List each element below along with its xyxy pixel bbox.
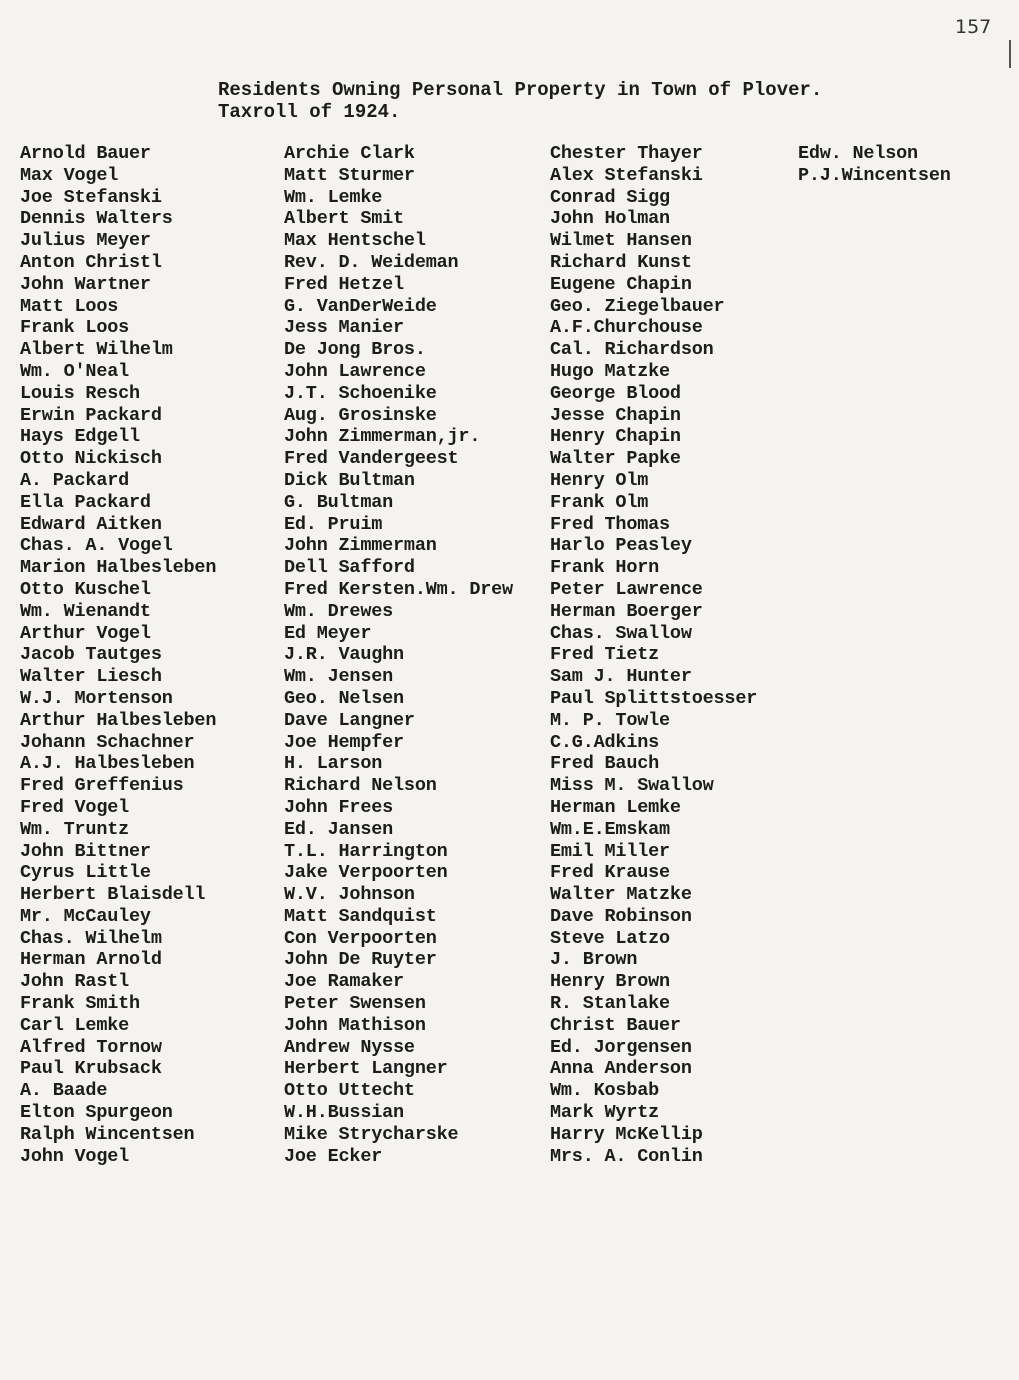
resident-name: Geo. Nelsen <box>284 687 404 709</box>
resident-name: John Vogel <box>20 1145 130 1167</box>
resident-name: Harlo Peasley <box>550 535 692 557</box>
resident-name: G. Bultman <box>284 491 394 513</box>
name-column-4 <box>798 143 951 187</box>
resident-name: Arthur Halbesleben <box>20 709 217 731</box>
resident-name: Miss M. Swallow <box>550 775 714 797</box>
resident-name: Alex Stefanski <box>550 164 703 186</box>
resident-name: Henry Chapin <box>550 426 681 448</box>
resident-name: Mike Strycharske <box>284 1123 459 1145</box>
resident-name: Max Hentschel <box>284 230 426 252</box>
resident-name: Fred Thomas <box>550 513 670 535</box>
resident-name: Wilmet Hansen <box>550 230 692 252</box>
resident-name: Max Vogel <box>20 164 119 186</box>
resident-name: Geo. Ziegelbauer <box>550 295 725 317</box>
resident-name: John Wartner <box>20 273 151 295</box>
resident-name: Herbert Langner <box>284 1058 448 1080</box>
resident-name: Andrew Nysse <box>284 1036 415 1058</box>
resident-name: Peter Lawrence <box>550 578 703 600</box>
resident-name: Wm. Jensen <box>284 666 394 688</box>
resident-name: J.R. Vaughn <box>284 644 404 666</box>
resident-name: John Lawrence <box>284 360 426 382</box>
resident-name: Dennis Walters <box>20 208 173 230</box>
resident-name: Frank Horn <box>550 557 660 579</box>
resident-name: Mark Wyrtz <box>550 1102 660 1124</box>
resident-name: Christ Bauer <box>550 1014 681 1036</box>
resident-name: Sam J. Hunter <box>550 666 692 688</box>
resident-name: Anna Anderson <box>550 1058 692 1080</box>
resident-name: J. Brown <box>550 949 638 971</box>
resident-name: Mr. McCauley <box>20 905 151 927</box>
resident-name: Ed Meyer <box>284 622 372 644</box>
resident-name: Walter Papke <box>550 448 681 470</box>
resident-name: Jacob Tautges <box>20 644 162 666</box>
resident-name: John Holman <box>550 208 670 230</box>
resident-name: A.F.Churchouse <box>550 317 703 339</box>
resident-name: Louis Resch <box>20 382 140 404</box>
name-column-1 <box>20 143 216 1167</box>
resident-name: Frank Olm <box>550 491 649 513</box>
resident-name: Emil Miller <box>550 840 670 862</box>
resident-name: Albert Smit <box>284 208 404 230</box>
name-column-2 <box>284 143 513 1167</box>
resident-name: Wm. Lemke <box>284 186 383 208</box>
resident-name: Fred Krause <box>550 862 670 884</box>
page-number: 157 <box>955 16 992 38</box>
resident-name: George Blood <box>550 382 681 404</box>
resident-name: Aug. Grosinske <box>284 404 437 426</box>
resident-name: Matt Sandquist <box>284 905 437 927</box>
resident-name: R. Stanlake <box>550 993 670 1015</box>
resident-name: Fred Vandergeest <box>284 448 459 470</box>
resident-name: A. Baade <box>20 1080 108 1102</box>
resident-name: Jess Manier <box>284 317 404 339</box>
resident-name: Herman Boerger <box>550 600 703 622</box>
resident-name: Otto Nickisch <box>20 448 162 470</box>
resident-name: Eugene Chapin <box>550 273 692 295</box>
resident-name: Rev. D. Weideman <box>284 251 459 273</box>
resident-name: C.G.Adkins <box>550 731 660 753</box>
resident-name: Fred Tietz <box>550 644 660 666</box>
resident-name: H. Larson <box>284 753 383 775</box>
resident-name: Alfred Tornow <box>20 1036 162 1058</box>
title-line-2: Taxroll of 1924. <box>218 101 401 123</box>
resident-name: Hugo Matzke <box>550 360 670 382</box>
resident-name: John Mathison <box>284 1014 426 1036</box>
resident-name: Cal. Richardson <box>550 339 714 361</box>
resident-name: John Rastl <box>20 971 130 993</box>
resident-name: Peter Swensen <box>284 993 426 1015</box>
resident-name: Paul Splittstoesser <box>550 687 758 709</box>
resident-name: P.J.Wincentsen <box>798 164 951 186</box>
resident-name: Ralph Wincentsen <box>20 1123 195 1145</box>
resident-name: John Zimmerman <box>284 535 437 557</box>
resident-name: De Jong Bros. <box>284 339 426 361</box>
resident-name: Wm. O'Neal <box>20 360 130 382</box>
resident-name: Marion Halbesleben <box>20 557 217 579</box>
resident-name: Herman Lemke <box>550 796 681 818</box>
resident-name: Herman Arnold <box>20 949 162 971</box>
resident-name: A. Packard <box>20 469 130 491</box>
resident-name: Otto Uttecht <box>284 1080 415 1102</box>
resident-name: Henry Brown <box>550 971 670 993</box>
resident-name: Walter Matzke <box>550 884 692 906</box>
resident-name: Con Verpoorten <box>284 927 437 949</box>
resident-name: Harry McKellip <box>550 1123 703 1145</box>
resident-name: Edward Aitken <box>20 513 162 535</box>
resident-name: Dave Langner <box>284 709 415 731</box>
resident-name: Wm. Truntz <box>20 818 130 840</box>
resident-name: Ed. Jansen <box>284 818 394 840</box>
resident-name: Chas. Wilhelm <box>20 927 162 949</box>
resident-name: Chas. A. Vogel <box>20 535 173 557</box>
resident-name: W.V. Johnson <box>284 884 415 906</box>
resident-name: Otto Kuschel <box>20 578 151 600</box>
resident-name: Steve Latzo <box>550 927 670 949</box>
resident-name: Elton Spurgeon <box>20 1102 173 1124</box>
resident-name: Fred Hetzel <box>284 273 404 295</box>
resident-name: Arthur Vogel <box>20 622 151 644</box>
resident-name: Wm. Kosbab <box>550 1080 660 1102</box>
resident-name: John Bittner <box>20 840 151 862</box>
resident-name: Chas. Swallow <box>550 622 692 644</box>
resident-name: Richard Kunst <box>550 251 692 273</box>
resident-name: Frank Loos <box>20 317 130 339</box>
resident-name: Jesse Chapin <box>550 404 681 426</box>
resident-name: Matt Sturmer <box>284 164 415 186</box>
resident-name: G. VanDerWeide <box>284 295 437 317</box>
resident-name: Fred Greffenius <box>20 775 184 797</box>
resident-name: Herbert Blaisdell <box>20 884 206 906</box>
resident-name: Julius Meyer <box>20 230 151 252</box>
resident-name: Conrad Sigg <box>550 186 670 208</box>
resident-name: Richard Nelson <box>284 775 437 797</box>
resident-name: Ed. Jorgensen <box>550 1036 692 1058</box>
resident-name: Jake Verpoorten <box>284 862 448 884</box>
resident-name: John Zimmerman,jr. <box>284 426 481 448</box>
resident-name: Wm. Wienandt <box>20 600 151 622</box>
resident-name: Chester Thayer <box>550 143 703 164</box>
resident-name: Hays Edgell <box>20 426 140 448</box>
resident-name: Wm. Drewes <box>284 600 394 622</box>
resident-name: Arnold Bauer <box>20 143 151 164</box>
margin-mark <box>1009 40 1011 68</box>
title-line-1: Residents Owning Personal Property in Town of Plover. <box>218 79 823 101</box>
resident-name: Carl Lemke <box>20 1014 130 1036</box>
resident-name: Fred Vogel <box>20 796 130 818</box>
resident-name: Johann Schachner <box>20 731 195 753</box>
resident-name: Dell Safford <box>284 557 415 579</box>
resident-name: J.T. Schoenike <box>284 382 437 404</box>
resident-name: Fred Bauch <box>550 753 660 775</box>
resident-name: Dave Robinson <box>550 905 692 927</box>
resident-name: W.J. Mortenson <box>20 687 173 709</box>
resident-name: John Frees <box>284 796 394 818</box>
resident-name: Walter Liesch <box>20 666 162 688</box>
resident-name: Joe Ecker <box>284 1145 383 1167</box>
resident-name: T.L. Harrington <box>284 840 448 862</box>
resident-name: Edw. Nelson <box>798 143 918 164</box>
name-column-3 <box>550 143 757 1167</box>
resident-name: Henry Olm <box>550 469 649 491</box>
resident-name: Erwin Packard <box>20 404 162 426</box>
resident-name: Wm.E.Emskam <box>550 818 670 840</box>
resident-name: John De Ruyter <box>284 949 437 971</box>
resident-name: Archie Clark <box>284 143 415 164</box>
resident-name: Joe Stefanski <box>20 186 162 208</box>
resident-name: Albert Wilhelm <box>20 339 173 361</box>
document-title <box>218 79 822 123</box>
resident-name: Ella Packard <box>20 491 151 513</box>
resident-name: Paul Krubsack <box>20 1058 162 1080</box>
resident-name: Dick Bultman <box>284 469 415 491</box>
resident-name: Mrs. A. Conlin <box>550 1145 703 1167</box>
resident-name: Joe Hempfer <box>284 731 404 753</box>
resident-name: Frank Smith <box>20 993 140 1015</box>
resident-name: Matt Loos <box>20 295 119 317</box>
resident-name: Ed. Pruim <box>284 513 383 535</box>
resident-name: Anton Christl <box>20 251 162 273</box>
resident-name: A.J. Halbesleben <box>20 753 195 775</box>
resident-name: Joe Ramaker <box>284 971 404 993</box>
resident-name: Cyrus Little <box>20 862 151 884</box>
resident-name: M. P. Towle <box>550 709 670 731</box>
resident-name: Fred Kersten.Wm. Drew <box>284 578 513 600</box>
resident-name: W.H.Bussian <box>284 1102 404 1124</box>
